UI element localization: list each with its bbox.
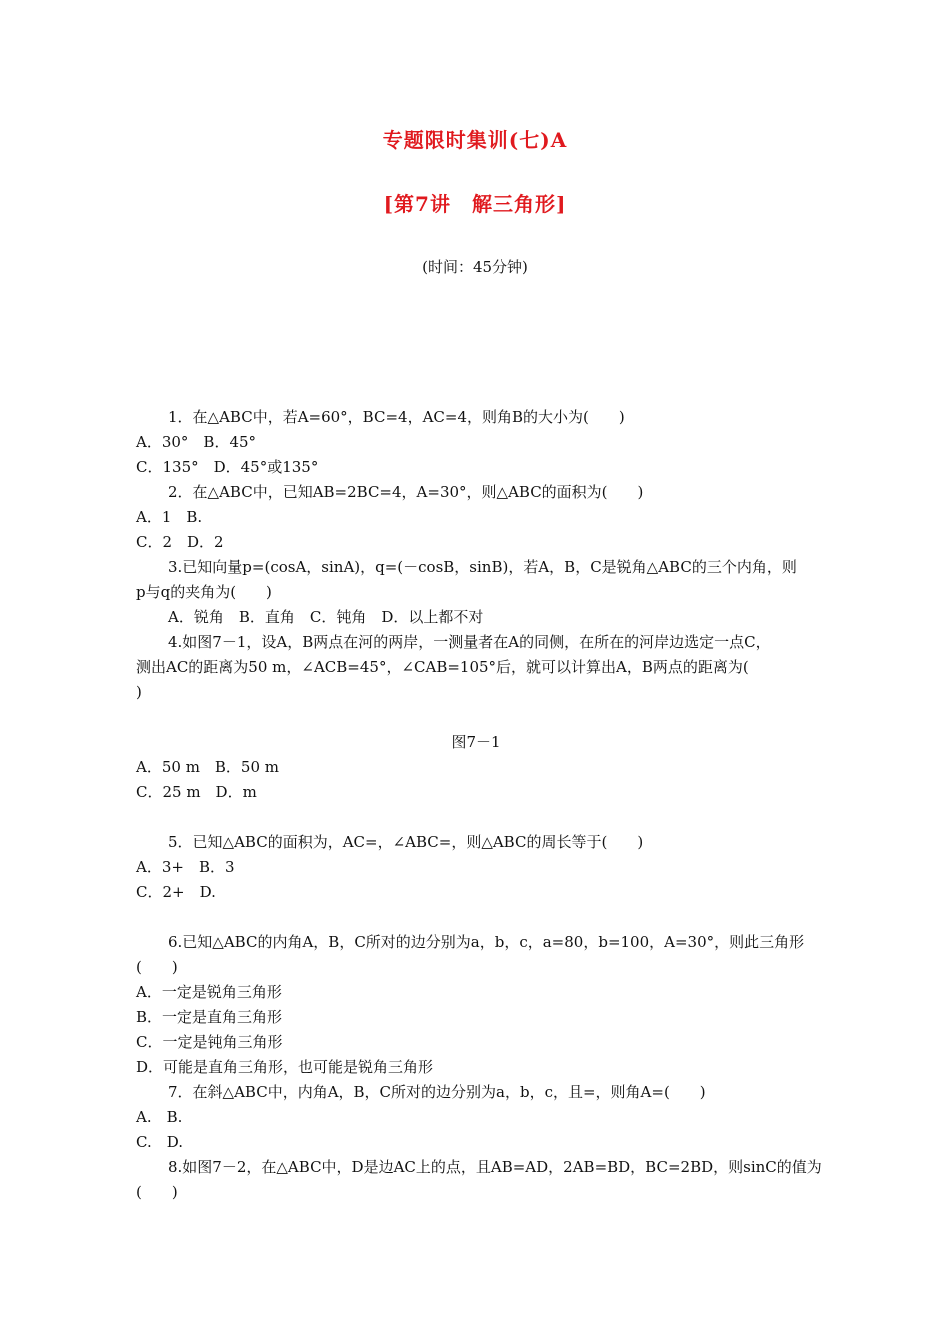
question-1: 1．在△ABC中，若A=60°，BC=4，AC=4，则角B的大小为( ) [168,408,625,426]
question-1-options-cd: C．135° D．45°或135° [136,458,319,476]
question-4-options-ab: A．50 m B．50 m [136,758,280,776]
question-4-line-2: 测出AC的距离为50 m，∠ACB=45°，∠CAB=105°后，就可以计算出A，B两点的距离为( [136,658,749,676]
question-list [136,405,822,1205]
question-6-option-d: D．可能是直角三角形，也可能是锐角三角形 [136,1058,434,1076]
question-5-options-ab: A．3+ B．3 [136,858,235,876]
time-limit: (时间：45分钟) [422,258,528,276]
question-6-option-a: A．一定是锐角三角形 [136,983,282,1001]
question-2: 2．在△ABC中，已知AB=2BC=4，A=30°，则△ABC的面积为( ) [168,483,644,501]
question-6-option-b: B．一定是直角三角形 [136,1008,283,1026]
question-4-line-3: ) [136,683,142,701]
question-5: 5．已知△ABC的面积为，AC=，∠ABC=，则△ABC的周长等于( ) [168,833,644,851]
question-3-line-1: 3.已知向量p=(cosA，sinA)，q=(－cosB，sinB)，若A，B，C是锐角△ABC的三个内角，则 [168,558,797,576]
question-7-options-cd: C. D. [136,1133,183,1151]
spacer [136,905,816,930]
spacer [136,805,816,830]
question-8-line-2: ( ) [136,1183,178,1201]
question-6-line-1: 6.已知△ABC的内角A，B，C所对的边分别为a，b，c，a=80，b=100，A=30°，则此三角形 [168,933,805,951]
question-2-options-cd: C．2 D．2 [136,533,224,551]
question-3-line-2: p与q的夹角为( ) [136,583,272,601]
page-subtitle: [第7讲 解三角形] [383,192,567,216]
question-1-options-ab: A．30° B．45° [136,433,257,451]
question-5-options-cd: C．2+ D. [136,883,216,901]
question-7-options-ab: A. B. [136,1108,183,1126]
question-6-option-c: C．一定是钝角三角形 [136,1033,283,1051]
page-title: 专题限时集训(七)A [382,128,568,152]
question-2-options-ab: A．1 B. [136,508,203,526]
question-4-line-1: 4.如图7－1，设A，B两点在河的两岸，一测量者在A的同侧，在所在的河岸边选定一点C， [168,633,771,651]
figure-placeholder [136,705,816,730]
question-7: 7．在斜△ABC中，内角A，B，C所对的边分别为a，b，c，且=，则角A=( ) [168,1083,706,1101]
question-3-options: A．锐角 B．直角 C．钝角 D．以上都不对 [168,608,484,626]
question-4-options-cd: C．25 m D．m [136,783,257,801]
question-6-line-2: ( ) [136,958,178,976]
question-8-line-1: 8.如图7－2，在△ABC中，D是边AC上的点，且AB=AD，2AB=BD，BC=2BD，则sinC的值为 [168,1158,822,1176]
figure-caption-7-1: 图7－1 [451,733,501,751]
